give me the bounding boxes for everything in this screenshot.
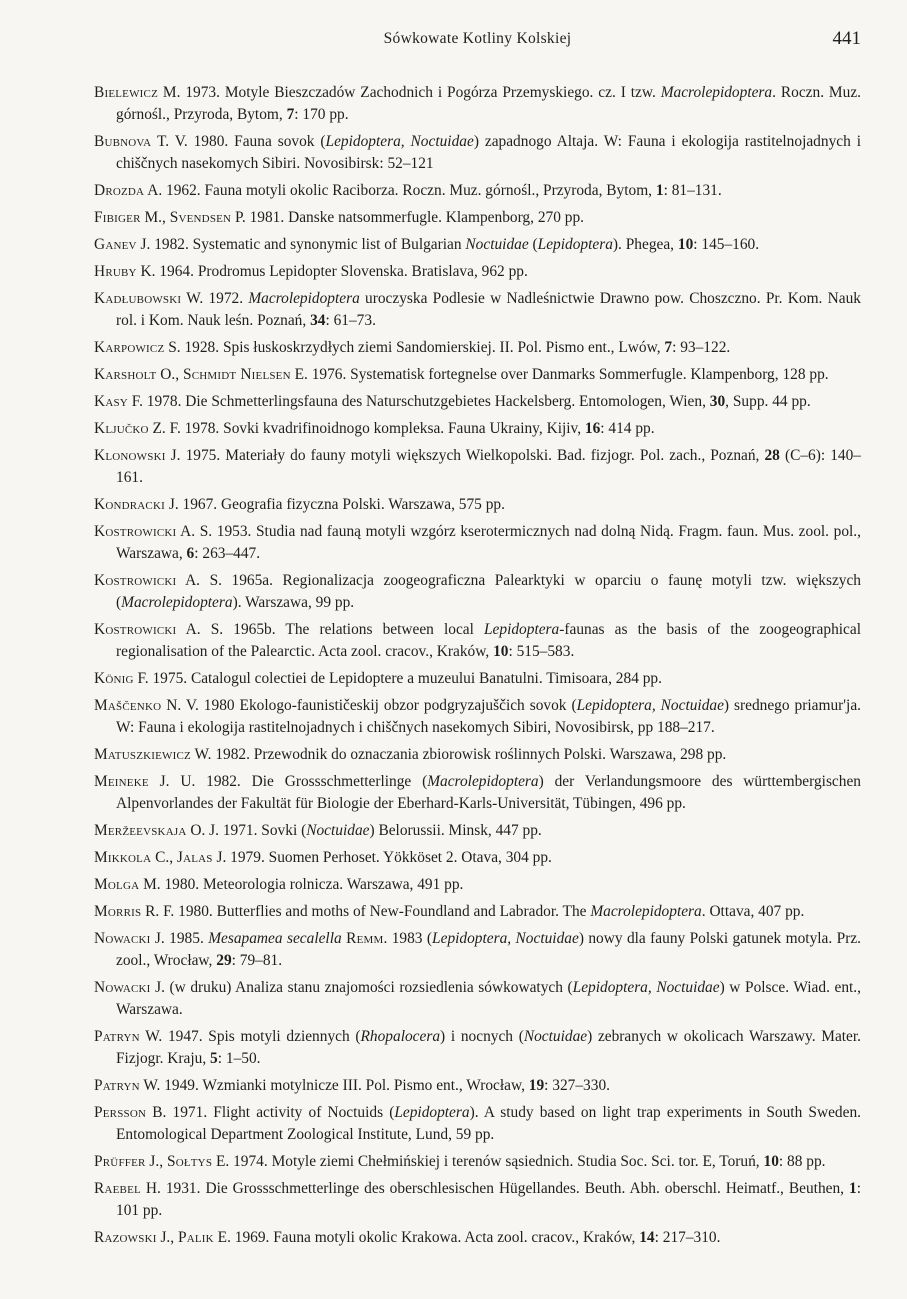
reference-text: R. F. 1980. Butterflies and moths of New-Foundland and Labrador. The: [141, 903, 591, 920]
taxon-name: Macrolepidoptera: [248, 290, 360, 307]
reference-text: K. 1964. Prodromus Lepidopter Slovenska. Bratislava, 962 pp.: [136, 263, 528, 280]
reference-entry: [94, 337, 861, 359]
reference-author: Raebel: [94, 1180, 141, 1197]
reference-text: -faunas as the basis of the zoogeographical regionalisation of the Palearctic. Acta zool. cracov., Kraków,: [116, 621, 861, 660]
reference-text: ) srednego priamur'ja. W: Fauna i ekologija rastitelnojadnych i chiščnych nasekomych Sibiri, Novosibirsk, pp 188–217.: [116, 697, 861, 736]
volume-number: 28: [764, 447, 780, 464]
taxon-name: Macrolepidoptera: [590, 903, 702, 920]
reference-text: F. 1975. Catalogul colectiei de Lepidoptere a muzeului Banatulni. Timisoara, 284 pp.: [133, 670, 662, 687]
reference-entry: [94, 570, 861, 614]
reference-author: Maščenko: [94, 697, 162, 714]
volume-number: 6: [186, 545, 195, 562]
reference-text: B. 1971. Flight activity of Noctuids (: [146, 1104, 395, 1121]
taxon-name: Lepidoptera: [394, 1104, 470, 1121]
reference-text: : 217–310.: [654, 1229, 721, 1246]
taxon-name: Mesapamea secalella: [208, 930, 342, 947]
reference-entry: [94, 288, 861, 332]
reference-author: Drozda: [94, 182, 145, 199]
reference-author: Molga: [94, 876, 140, 893]
reference-text: N. V. 1980 Ekologo-faunističeskij obzor podgryzajuščich sovok (: [161, 697, 577, 714]
reference-author: Meineke: [94, 773, 149, 790]
reference-text: J. 1975. Materiały do fauny motyli większych Wielkopolski. Bad. fizjogr. Pol. zach., Poznań,: [165, 447, 765, 464]
reference-text: E. 1969. Fauna motyli okolic Krakowa. Acta zool. cracov., Kraków,: [213, 1229, 640, 1246]
reference-author: Morris: [94, 903, 142, 920]
page-number: 441: [832, 28, 861, 49]
reference-entry: [94, 234, 861, 256]
reference-author: Meržeevskaja: [94, 822, 187, 839]
co-author: Svendsen: [169, 209, 232, 226]
reference-author: Bubnova: [94, 133, 152, 150]
reference-text: M.,: [140, 209, 170, 226]
co-author: Jalas: [176, 849, 213, 866]
volume-number: 10: [677, 236, 694, 253]
reference-author: Nowacki: [94, 930, 151, 947]
volume-number: 1: [849, 1180, 857, 1197]
reference-text: : 81–131.: [663, 182, 722, 199]
reference-text: . Roczn. Muz. górnośl., Przyroda, Bytom,: [116, 84, 861, 123]
reference-author: Razowski: [94, 1229, 157, 1246]
reference-text: : 79–81.: [231, 952, 283, 969]
taxon-name: Lepidoptera, Noctuidae: [572, 979, 720, 996]
reference-text: : 101 pp.: [116, 1180, 861, 1219]
reference-entry: [94, 1075, 861, 1097]
reference-text: E. 1974. Motyle ziemi Chełmińskiej i terenów sąsiednich. Studia Soc. Sci. tor. E, Toruń,: [212, 1153, 764, 1170]
reference-author: Nowacki: [94, 979, 151, 996]
taxon-name: Lepidoptera, Noctuidae: [325, 133, 474, 150]
reference-text: J. 1979. Suomen Perhoset. Yökköset 2. Otava, 304 pp.: [212, 849, 552, 866]
taxon-name: Macrolepidoptera: [660, 84, 773, 101]
co-author: Sołtys: [166, 1153, 213, 1170]
reference-text: W. 1972.: [181, 290, 249, 307]
taxon-name: Lepidoptera: [484, 621, 560, 638]
reference-entry: [94, 1102, 861, 1146]
reference-text: ). A study based on light trap experiments in South Sweden. Entomological Department Zoological Institute, Lund, 59 pp.: [116, 1104, 861, 1143]
reference-text: M. 1980. Meteorologia rolnicza. Warszawa, 491 pp.: [139, 876, 464, 893]
reference-text: S. 1928. Spis łuskoskrzydłych ziemi Sandomierskiej. II. Pol. Pismo ent., Lwów,: [164, 339, 665, 356]
reference-entry: [94, 874, 861, 896]
volume-number: 19: [528, 1077, 545, 1094]
reference-entry: [94, 619, 861, 663]
reference-text: O. J. 1971. Sovki (: [186, 822, 307, 839]
volume-number: 10: [493, 643, 509, 660]
reference-entry: [94, 668, 861, 690]
reference-text: ) nowy dla fauny Polski gatunek motyla. Prz. zool., Wrocław,: [116, 930, 861, 969]
taxon-name: Noctuidae: [523, 1028, 588, 1045]
co-author: Palik: [177, 1229, 214, 1246]
reference-text: H. 1931. Die Grossschmetterlinge des oberschlesischen Hügellandes. Beuth. Abh. oberschl. Heimatf., Beuthen,: [140, 1180, 850, 1197]
reference-text: ) w Polsce. Wiad. ent., Warszawa.: [116, 979, 862, 1018]
reference-author: Ključko: [94, 420, 149, 437]
reference-text: J. (w druku) Analiza stanu znajomości rozsiedlenia sówkowatych (: [150, 979, 573, 996]
reference-text: M. 1973. Motyle Bieszczadów Zachodnich i Pogórza Przemyskiego. cz. I tzw.: [158, 84, 661, 101]
volume-number: 14: [639, 1229, 655, 1246]
reference-entry: [94, 771, 861, 815]
reference-text: W. 1949. Wzmianki motylnicze III. Pol. Pismo ent., Wrocław,: [139, 1077, 529, 1094]
reference-entry: [94, 445, 861, 489]
reference-text: ) i nocnych (: [440, 1028, 524, 1045]
page-header: [94, 28, 861, 52]
reference-author: Kasy: [94, 393, 128, 410]
taxon-name: Lepidoptera, Noctuidae: [432, 930, 579, 947]
volume-number: 29: [216, 952, 232, 969]
reference-text: J.,: [145, 1153, 167, 1170]
reference-text: ) Belorussii. Minsk, 447 pp.: [369, 822, 542, 839]
reference-text: (: [528, 236, 538, 253]
reference-author: Kostrowicki: [94, 523, 177, 540]
volume-number: 34: [310, 312, 326, 329]
taxon-name: Rhopalocera: [360, 1028, 441, 1045]
reference-author: Fibiger: [94, 209, 141, 226]
reference-text: : 145–160.: [693, 236, 760, 253]
reference-text: A. S. 1965b. The relations between local: [176, 621, 484, 638]
reference-text: J.,: [156, 1229, 178, 1246]
reference-author: Karpowicz: [94, 339, 165, 356]
reference-text: (C–6): 140–161.: [116, 447, 861, 486]
reference-author: Ganev: [94, 236, 137, 253]
reference-entry: [94, 261, 861, 283]
volume-number: 7: [286, 106, 295, 123]
reference-author: Kostrowicki: [94, 572, 177, 589]
reference-text: P. 1981. Danske natsommerfugle. Klampenborg, 270 pp.: [231, 209, 584, 226]
reference-entry: [94, 180, 861, 202]
reference-text: E. 1976. Systematisk fortegnelse over Danmarks Sommerfugle. Klampenborg, 128 pp.: [290, 366, 829, 383]
reference-text: : 93–122.: [672, 339, 731, 356]
reference-entry: [94, 977, 861, 1021]
reference-entry: [94, 494, 861, 516]
reference-entry: [94, 207, 861, 229]
reference-text: . Ottava, 407 pp.: [701, 903, 805, 920]
reference-author: Klonowski: [94, 447, 166, 464]
reference-entry: [94, 521, 861, 565]
reference-text: J. 1967. Geografia fizyczna Polski. Warszawa, 575 pp.: [164, 496, 505, 513]
reference-entry: [94, 364, 861, 386]
reference-text: : 88 pp.: [778, 1153, 826, 1170]
reference-entry: [94, 391, 861, 413]
taxon-name: Noctuidae: [306, 822, 370, 839]
reference-text: T. V. 1980. Fauna sovok (: [151, 133, 326, 150]
reference-text: F. 1978. Die Schmetterlingsfauna des Naturschutzgebietes Hackelsberg. Entomologen, Wien,: [127, 393, 710, 410]
reference-entry: [94, 82, 861, 126]
volume-number: 10: [763, 1153, 779, 1170]
reference-text: C.,: [151, 849, 177, 866]
co-author: Remm: [346, 930, 384, 947]
reference-author: Persson: [94, 1104, 147, 1121]
reference-text: , Supp. 44 pp.: [725, 393, 811, 410]
reference-text: ) der Verlandungsmoore des württembergischen Alpenvorlandes der Fakultät für Biologie der Eberhard-Karls-Universität, Tübingen, 496 pp.: [116, 773, 861, 812]
reference-text: : 327–330.: [544, 1077, 610, 1094]
reference-text: : 414 pp.: [600, 420, 655, 437]
volume-number: 16: [584, 420, 601, 437]
reference-entry: [94, 695, 861, 739]
reference-text: : 263–447.: [194, 545, 261, 562]
reference-text: ) zebranych w okolicach Warszawy. Mater. Fizjogr. Kraju,: [116, 1028, 862, 1067]
reference-entry: [94, 928, 861, 972]
volume-number: 1: [655, 182, 664, 199]
reference-text: : 515–583.: [508, 643, 575, 660]
reference-text: W. 1947. Spis motyli dziennych (: [139, 1028, 361, 1045]
reference-text: ). Phegea,: [612, 236, 678, 253]
reference-text: A. 1962. Fauna motyli okolic Raciborza. Roczn. Muz. górnośl., Przyroda, Bytom,: [144, 182, 656, 199]
reference-text: : 1–50.: [217, 1050, 261, 1067]
volume-number: 30: [709, 393, 726, 410]
reference-list: [94, 82, 861, 1254]
reference-author: Bielewicz: [94, 84, 158, 101]
reference-text: Z. F. 1978. Sovki kvadrifinoidnogo kompleksa. Fauna Ukrainy, Kijiv,: [148, 420, 585, 437]
reference-entry: [94, 820, 861, 842]
reference-text: ) zapadnogo Altaja. W: Fauna i ekologija rastitelnojadnych i chiščnych nasekomych Sibiri. Novosibirsk: 52–121: [116, 133, 861, 172]
reference-author: Hruby: [94, 263, 137, 280]
co-author: Schmidt Nielsen: [182, 366, 291, 383]
reference-author: Karsholt: [94, 366, 157, 383]
reference-text: . 1983 (: [383, 930, 433, 947]
reference-entry: [94, 744, 861, 766]
reference-entry: [94, 901, 861, 923]
reference-author: Patryn: [94, 1028, 140, 1045]
reference-text: W. 1982. Przewodnik do oznaczania zbiorowisk roślinnych Polski. Warszawa, 298 pp.: [190, 746, 727, 763]
reference-entry: [94, 1227, 861, 1249]
reference-author: König: [94, 670, 134, 687]
reference-text: A. S. 1965a. Regionalizacja zoogeograficzna Palearktyki w oparciu o faunę motyli tzw. większych (: [116, 572, 861, 611]
reference-entry: [94, 1178, 861, 1222]
reference-text: : 61–73.: [325, 312, 376, 329]
reference-entry: [94, 1026, 861, 1070]
reference-text: : 170 pp.: [294, 106, 349, 123]
taxon-name: Noctuidae: [465, 236, 529, 253]
reference-entry: [94, 418, 861, 440]
running-title: Sówkowate Kotliny Kolskiej: [383, 30, 572, 47]
taxon-name: Macrolepidoptera: [427, 773, 539, 790]
volume-number: 5: [210, 1050, 218, 1067]
reference-text: J. 1982. Systematic and synonymic list of Bulgarian: [136, 236, 466, 253]
reference-text: uroczyska Podlesie w Nadleśnictwie Drawno pow. Choszczno. Pr. Kom. Nauk rol. i Kom. Nauk leśn. Poznań,: [116, 290, 861, 329]
reference-text: O.,: [156, 366, 183, 383]
taxon-name: Lepidoptera, Noctuidae: [576, 697, 724, 714]
reference-author: Kadłubowski: [94, 290, 182, 307]
taxon-name: Lepidoptera: [537, 236, 613, 253]
reference-author: Mikkola: [94, 849, 152, 866]
reference-author: Kondracki: [94, 496, 165, 513]
reference-author: Kostrowicki: [94, 621, 177, 638]
reference-text: ). Warszawa, 99 pp.: [232, 594, 355, 611]
reference-author: Prüffer: [94, 1153, 146, 1170]
reference-author: Patryn: [94, 1077, 140, 1094]
taxon-name: Macrolepidoptera: [121, 594, 233, 611]
reference-entry: [94, 847, 861, 869]
reference-entry: [94, 131, 861, 175]
reference-text: J. 1985.: [150, 930, 209, 947]
reference-text: A. S. 1953. Studia nad fauną motyli wzgórz kserotermicznych nad dolną Nidą. Fragm. faun. Mus. zool. pol., Warszawa,: [116, 523, 861, 562]
reference-text: J. U. 1982. Die Grossschmetterlinge (: [148, 773, 428, 790]
reference-author: Matuszkiewicz: [94, 746, 191, 763]
reference-entry: [94, 1151, 861, 1173]
volume-number: 7: [664, 339, 673, 356]
